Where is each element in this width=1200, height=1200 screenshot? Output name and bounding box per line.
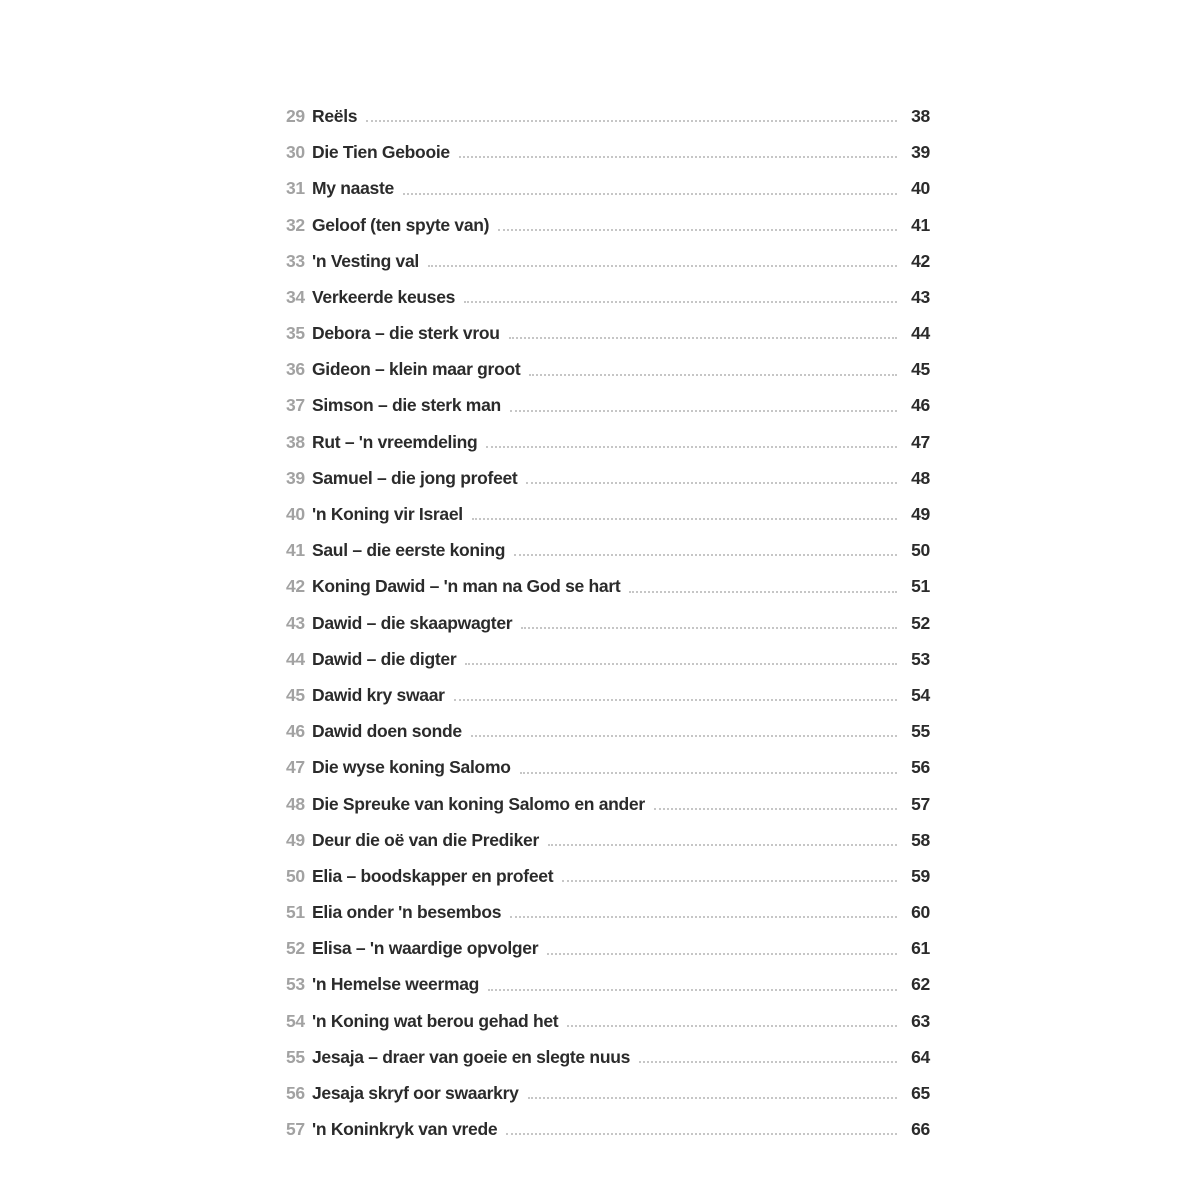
page-number: 63	[911, 1010, 930, 1031]
dot-leader	[654, 808, 897, 810]
chapter-title: Dawid – die digter	[312, 648, 457, 669]
toc-entry	[286, 814, 930, 850]
chapter-number: 50	[286, 865, 305, 886]
toc-entry	[286, 597, 930, 633]
chapter-title: Dawid – die skaapwagter	[312, 612, 513, 633]
page-number: 45	[911, 359, 930, 380]
dot-leader	[428, 265, 897, 267]
chapter-title: My naaste	[312, 178, 394, 199]
dot-leader	[562, 880, 897, 882]
chapter-number: 38	[286, 431, 305, 452]
page-number: 49	[911, 504, 930, 524]
chapter-title: Elisa – 'n waardige opvolger	[312, 938, 539, 959]
dot-leader	[471, 735, 897, 737]
dot-leader	[526, 482, 897, 484]
page-number: 41	[911, 214, 930, 235]
chapter-number: 36	[286, 359, 305, 380]
chapter-title: Samuel – die jong profeet	[312, 467, 518, 488]
chapter-number: 57	[286, 1119, 305, 1140]
toc-entry	[286, 488, 930, 524]
dot-leader	[464, 301, 897, 303]
chapter-title: Koning Dawid – 'n man na God se hart	[312, 576, 621, 597]
chapter-title: 'n Vesting val	[312, 250, 419, 271]
chapter-number: 44	[286, 648, 305, 669]
chapter-title: 'n Hemelse weermag	[312, 974, 480, 995]
dot-leader	[465, 663, 897, 665]
chapter-number: 33	[286, 250, 305, 271]
chapter-title: Elia onder 'n besembos	[312, 902, 502, 923]
chapter-number: 39	[286, 467, 305, 488]
dot-leader	[529, 374, 897, 376]
chapter-title: 'n Koninkryk van vrede	[312, 1119, 498, 1140]
chapter-title: Verkeerde keuses	[312, 286, 456, 307]
toc-entry	[286, 307, 930, 343]
toc-entry	[286, 271, 930, 307]
dot-leader	[454, 699, 897, 701]
page-number: 51	[911, 576, 930, 597]
chapter-title: Geloof (ten spyte van)	[312, 214, 490, 235]
dot-leader	[528, 1097, 897, 1099]
chapter-number: 32	[286, 214, 305, 235]
toc-entry	[286, 524, 930, 560]
dot-leader	[547, 953, 897, 955]
dot-leader	[509, 337, 897, 339]
dot-leader	[488, 989, 897, 991]
toc-entry	[286, 126, 930, 162]
dot-leader	[403, 193, 897, 195]
chapter-title: Die wyse koning Salomo	[312, 757, 511, 778]
toc-entry	[286, 778, 930, 814]
page-number: 40	[911, 178, 930, 199]
page-number: 44	[911, 323, 930, 344]
chapter-number: 37	[286, 395, 305, 416]
chapter-title: Jesaja skryf oor swaarkry	[312, 1083, 519, 1103]
toc-entry	[286, 560, 930, 596]
chapter-number: 56	[286, 1083, 305, 1103]
chapter-number: 35	[286, 323, 305, 344]
page-number: 57	[911, 793, 930, 814]
chapter-number: 47	[286, 757, 305, 778]
dot-leader	[639, 1061, 897, 1063]
toc-entry	[286, 162, 930, 198]
chapter-title: Reëls	[312, 105, 358, 126]
chapter-number: 45	[286, 684, 305, 705]
chapter-title: Debora – die sterk vrou	[312, 323, 500, 344]
chapter-number: 53	[286, 974, 305, 995]
dot-leader	[629, 591, 897, 593]
dot-leader	[486, 446, 897, 448]
page-number: 47	[911, 431, 930, 452]
toc-entry	[286, 380, 930, 416]
chapter-number: 52	[286, 938, 305, 959]
page-number: 55	[911, 721, 930, 742]
toc-entry	[286, 343, 930, 379]
toc-entry	[286, 705, 930, 741]
chapter-number: 54	[286, 1010, 305, 1031]
chapter-title: 'n Koning vir Israel	[312, 504, 463, 524]
chapter-title: Jesaja – draer van goeie en slegte nuus	[312, 1046, 631, 1067]
toc-entry	[286, 886, 930, 922]
dot-leader	[548, 844, 897, 846]
page-number: 66	[911, 1119, 930, 1140]
chapter-title: Die Tien Gebooie	[312, 142, 450, 163]
chapter-number: 31	[286, 178, 305, 199]
chapter-title: Saul – die eerste koning	[312, 540, 506, 561]
chapter-number: 40	[286, 504, 305, 524]
page-number: 48	[911, 467, 930, 488]
page-number: 58	[911, 829, 930, 850]
chapter-number: 42	[286, 576, 305, 597]
chapter-number: 34	[286, 286, 305, 307]
page-number: 60	[911, 902, 930, 923]
dot-leader	[459, 156, 897, 158]
dot-leader	[510, 916, 897, 918]
page-number: 50	[911, 540, 930, 561]
page-number: 65	[911, 1083, 930, 1103]
table-of-contents	[286, 90, 930, 1139]
chapter-title: 'n Koning wat berou gehad het	[312, 1010, 559, 1031]
dot-leader	[567, 1025, 897, 1027]
page-number: 62	[911, 974, 930, 995]
dot-leader	[514, 554, 897, 556]
toc-entry	[286, 90, 930, 126]
chapter-title: Rut – 'n vreemdeling	[312, 431, 478, 452]
chapter-number: 43	[286, 612, 305, 633]
toc-entry	[286, 922, 930, 958]
chapter-number: 55	[286, 1046, 305, 1067]
toc-entry	[286, 452, 930, 488]
chapter-title: Deur die oë van die Prediker	[312, 829, 539, 850]
dot-leader	[510, 410, 897, 412]
chapter-title: Elia – boodskapper en profeet	[312, 865, 554, 886]
page-number: 38	[911, 105, 930, 126]
toc-entry	[286, 199, 930, 235]
dot-leader	[366, 120, 897, 122]
toc-entry	[286, 995, 930, 1031]
toc-entry	[286, 669, 930, 705]
page-number: 52	[911, 612, 930, 633]
chapter-title: Dawid kry swaar	[312, 684, 445, 705]
page-number: 39	[911, 142, 930, 163]
toc-entry	[286, 416, 930, 452]
chapter-number: 41	[286, 540, 305, 561]
chapter-number: 46	[286, 721, 305, 742]
chapter-title: Simson – die sterk man	[312, 395, 501, 416]
chapter-number: 29	[286, 105, 305, 126]
dot-leader	[506, 1133, 897, 1135]
toc-entry	[286, 1031, 930, 1067]
toc-entry	[286, 741, 930, 777]
dot-leader	[498, 229, 897, 231]
toc-entry	[286, 1067, 930, 1103]
page-number: 43	[911, 286, 930, 307]
page-number: 64	[911, 1046, 930, 1067]
chapter-number: 30	[286, 142, 305, 163]
toc-entry	[286, 959, 930, 995]
chapter-title: Die Spreuke van koning Salomo en ander	[312, 793, 645, 814]
page-number: 59	[911, 865, 930, 886]
page-number: 42	[911, 250, 930, 271]
toc-entry	[286, 235, 930, 271]
chapter-title: Gideon – klein maar groot	[312, 359, 521, 380]
chapter-title: Dawid doen sonde	[312, 721, 462, 742]
chapter-number: 48	[286, 793, 305, 814]
dot-leader	[521, 627, 897, 629]
toc-entry	[286, 850, 930, 886]
dot-leader	[472, 518, 897, 520]
chapter-number: 49	[286, 829, 305, 850]
page-number: 56	[911, 757, 930, 778]
page-number: 53	[911, 648, 930, 669]
chapter-number: 51	[286, 902, 305, 923]
page-number: 54	[911, 684, 930, 705]
toc-entry	[286, 1103, 930, 1139]
page-number: 61	[911, 938, 930, 959]
dot-leader	[520, 772, 897, 774]
page-number: 46	[911, 395, 930, 416]
toc-entry	[286, 633, 930, 669]
